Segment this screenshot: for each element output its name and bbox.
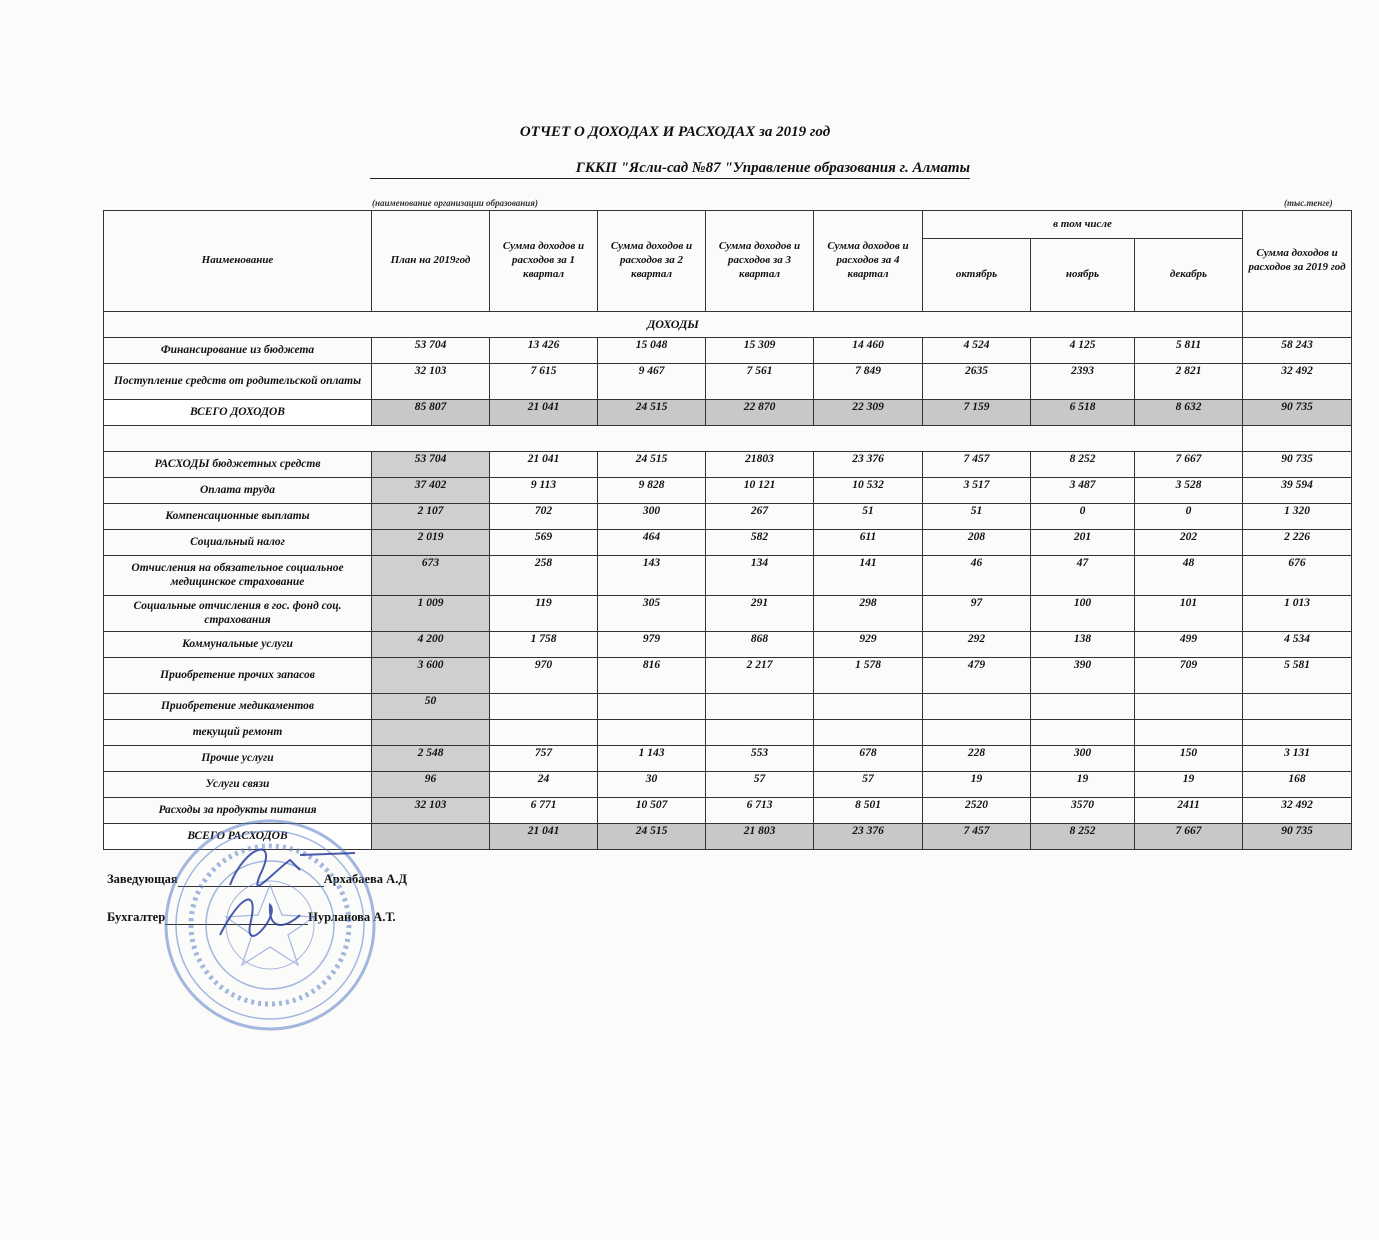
header-name: Наименование bbox=[104, 211, 372, 312]
income-total-row bbox=[104, 400, 1352, 426]
cell-year: 90 735 bbox=[1243, 452, 1352, 478]
cell-november: 300 bbox=[1031, 746, 1135, 772]
cell-q1: 757 bbox=[490, 746, 598, 772]
cell-q4: 141 bbox=[814, 556, 923, 596]
cell-december bbox=[1135, 720, 1243, 746]
cell-q3 bbox=[706, 694, 814, 720]
expense-row bbox=[104, 478, 1352, 504]
row-name: Социальный налог bbox=[104, 530, 372, 556]
cell-q3: 134 bbox=[706, 556, 814, 596]
units-label: (тыс.тенге) bbox=[1284, 198, 1333, 208]
cell-october: 7 457 bbox=[923, 824, 1031, 850]
cell-q2: 143 bbox=[598, 556, 706, 596]
cell-q1: 21 041 bbox=[490, 824, 598, 850]
row-name: Финансирование из бюджета bbox=[104, 338, 372, 364]
cell-year: 90 735 bbox=[1243, 824, 1352, 850]
cell-q3: 553 bbox=[706, 746, 814, 772]
cell-october: 2635 bbox=[923, 364, 1031, 400]
cell-q3: 7 561 bbox=[706, 364, 814, 400]
cell-q1: 258 bbox=[490, 556, 598, 596]
income-row bbox=[104, 364, 1352, 400]
cell-october: 2520 bbox=[923, 798, 1031, 824]
cell-november bbox=[1031, 694, 1135, 720]
cell-october bbox=[923, 720, 1031, 746]
cell-plan: 2 548 bbox=[372, 746, 490, 772]
cell-year: 2 226 bbox=[1243, 530, 1352, 556]
cell-december: 48 bbox=[1135, 556, 1243, 596]
organization-stamp bbox=[150, 815, 390, 1035]
cell-q2: 30 bbox=[598, 772, 706, 798]
cell-q1: 21 041 bbox=[490, 400, 598, 426]
cell-plan: 4 200 bbox=[372, 632, 490, 658]
cell-october: 19 bbox=[923, 772, 1031, 798]
income-row bbox=[104, 338, 1352, 364]
cell-q4: 1 578 bbox=[814, 658, 923, 694]
cell-q2: 464 bbox=[598, 530, 706, 556]
cell-plan: 2 107 bbox=[372, 504, 490, 530]
cell-october: 228 bbox=[923, 746, 1031, 772]
cell-year: 39 594 bbox=[1243, 478, 1352, 504]
cell-year: 676 bbox=[1243, 556, 1352, 596]
cell-plan: 32 103 bbox=[372, 798, 490, 824]
cell-december: 709 bbox=[1135, 658, 1243, 694]
row-name: Компенсационные выплаты bbox=[104, 504, 372, 530]
header-q2: Сумма доходов и расходов за 2 квартал bbox=[598, 211, 706, 312]
organization-caption: (наименование организации образования) bbox=[372, 198, 538, 208]
expense-row bbox=[104, 596, 1352, 632]
cell-november: 47 bbox=[1031, 556, 1135, 596]
cell-q4: 57 bbox=[814, 772, 923, 798]
header-year: Сумма доходов и расходов за 2019 год bbox=[1243, 211, 1352, 312]
cell-q2: 816 bbox=[598, 658, 706, 694]
cell-q1: 970 bbox=[490, 658, 598, 694]
row-name: Социальные отчисления в гос. фонд соц. страхования bbox=[104, 596, 372, 632]
cell-q1: 569 bbox=[490, 530, 598, 556]
cell-q3: 291 bbox=[706, 596, 814, 632]
cell-q4: 51 bbox=[814, 504, 923, 530]
cell-year bbox=[1243, 694, 1352, 720]
cell-october: 7 159 bbox=[923, 400, 1031, 426]
cell-q2: 9 828 bbox=[598, 478, 706, 504]
cell-october: 51 bbox=[923, 504, 1031, 530]
cell-october bbox=[923, 694, 1031, 720]
cell-q2: 9 467 bbox=[598, 364, 706, 400]
cell-year: 32 492 bbox=[1243, 364, 1352, 400]
cell-q1: 119 bbox=[490, 596, 598, 632]
cell-q3: 267 bbox=[706, 504, 814, 530]
row-name: ВСЕГО РАСХОДОВ bbox=[104, 824, 372, 850]
cell-q4: 611 bbox=[814, 530, 923, 556]
cell-q3: 22 870 bbox=[706, 400, 814, 426]
cell-q1: 7 615 bbox=[490, 364, 598, 400]
cell-q3 bbox=[706, 720, 814, 746]
cell-q2: 300 bbox=[598, 504, 706, 530]
cell-q4: 23 376 bbox=[814, 824, 923, 850]
header-december: декабрь bbox=[1135, 239, 1243, 312]
cell-plan: 53 704 bbox=[372, 452, 490, 478]
cell-october: 292 bbox=[923, 632, 1031, 658]
accountant-title: Бухгалтер bbox=[107, 910, 166, 924]
cell-q1: 702 bbox=[490, 504, 598, 530]
cell-november: 0 bbox=[1031, 504, 1135, 530]
cell-q4: 929 bbox=[814, 632, 923, 658]
header-plan: План на 2019год bbox=[372, 211, 490, 312]
cell-q1 bbox=[490, 720, 598, 746]
spacer-row bbox=[104, 426, 1352, 452]
cell-q2 bbox=[598, 694, 706, 720]
cell-q2: 305 bbox=[598, 596, 706, 632]
cell-q4 bbox=[814, 694, 923, 720]
expense-row bbox=[104, 720, 1352, 746]
cell-q4: 7 849 bbox=[814, 364, 923, 400]
expense-row bbox=[104, 504, 1352, 530]
cell-q3: 868 bbox=[706, 632, 814, 658]
cell-plan: 1 009 bbox=[372, 596, 490, 632]
row-name: текущий ремонт bbox=[104, 720, 372, 746]
cell-plan: 96 bbox=[372, 772, 490, 798]
cell-december: 7 667 bbox=[1135, 452, 1243, 478]
cell-q3: 15 309 bbox=[706, 338, 814, 364]
header-october: октябрь bbox=[923, 239, 1031, 312]
header-q4: Сумма доходов и расходов за 4 квартал bbox=[814, 211, 923, 312]
cell-year: 3 131 bbox=[1243, 746, 1352, 772]
cell-year bbox=[1243, 720, 1352, 746]
cell-november: 4 125 bbox=[1031, 338, 1135, 364]
organization-name: ГККП "Ясли-сад №87 "Управление образования г. Алматы bbox=[370, 160, 970, 179]
cell-plan: 673 bbox=[372, 556, 490, 596]
cell-plan: 3 600 bbox=[372, 658, 490, 694]
cell-december: 3 528 bbox=[1135, 478, 1243, 504]
cell-november: 390 bbox=[1031, 658, 1135, 694]
cell-plan: 85 807 bbox=[372, 400, 490, 426]
cell-plan: 50 bbox=[372, 694, 490, 720]
head-name: Архабаева А.Д bbox=[323, 872, 407, 886]
cell-year: 90 735 bbox=[1243, 400, 1352, 426]
cell-q2: 15 048 bbox=[598, 338, 706, 364]
header-including: в том числе bbox=[923, 211, 1243, 239]
cell-plan bbox=[372, 720, 490, 746]
cell-november: 19 bbox=[1031, 772, 1135, 798]
cell-plan: 32 103 bbox=[372, 364, 490, 400]
report-table bbox=[103, 210, 1352, 850]
cell-q2: 24 515 bbox=[598, 824, 706, 850]
cell-october: 3 517 bbox=[923, 478, 1031, 504]
head-title: Заведующая bbox=[107, 872, 178, 886]
expense-row bbox=[104, 746, 1352, 772]
expense-row bbox=[104, 530, 1352, 556]
cell-october: 479 bbox=[923, 658, 1031, 694]
row-name: Прочие услуги bbox=[104, 746, 372, 772]
row-name: Оплата труда bbox=[104, 478, 372, 504]
cell-plan: 53 704 bbox=[372, 338, 490, 364]
cell-october: 7 457 bbox=[923, 452, 1031, 478]
cell-q4: 8 501 bbox=[814, 798, 923, 824]
cell-december: 150 bbox=[1135, 746, 1243, 772]
row-name: ВСЕГО ДОХОДОВ bbox=[104, 400, 372, 426]
row-name: Приобретение прочих запасов bbox=[104, 658, 372, 694]
cell-q2: 1 143 bbox=[598, 746, 706, 772]
cell-october: 97 bbox=[923, 596, 1031, 632]
cell-november bbox=[1031, 720, 1135, 746]
expense-row bbox=[104, 658, 1352, 694]
cell-december bbox=[1135, 694, 1243, 720]
cell-year: 4 534 bbox=[1243, 632, 1352, 658]
cell-q3: 21803 bbox=[706, 452, 814, 478]
cell-q1: 1 758 bbox=[490, 632, 598, 658]
cell-november: 6 518 bbox=[1031, 400, 1135, 426]
row-name: Отчисления на обязательное социальное медицинское страхование bbox=[104, 556, 372, 596]
cell-q4: 22 309 bbox=[814, 400, 923, 426]
cell-q3: 2 217 bbox=[706, 658, 814, 694]
cell-year: 1 320 bbox=[1243, 504, 1352, 530]
cell-november: 2393 bbox=[1031, 364, 1135, 400]
cell-q3: 582 bbox=[706, 530, 814, 556]
cell-year: 58 243 bbox=[1243, 338, 1352, 364]
cell-q4: 298 bbox=[814, 596, 923, 632]
row-name: Расходы за продукты питания bbox=[104, 798, 372, 824]
header-q1: Сумма доходов и расходов за 1 квартал bbox=[490, 211, 598, 312]
cell-plan: 37 402 bbox=[372, 478, 490, 504]
cell-q2: 24 515 bbox=[598, 400, 706, 426]
row-name: Коммунальные услуги bbox=[104, 632, 372, 658]
cell-october: 4 524 bbox=[923, 338, 1031, 364]
cell-november: 3 487 bbox=[1031, 478, 1135, 504]
cell-q1: 24 bbox=[490, 772, 598, 798]
cell-november: 8 252 bbox=[1031, 452, 1135, 478]
cell-q2: 10 507 bbox=[598, 798, 706, 824]
cell-december: 101 bbox=[1135, 596, 1243, 632]
cell-december: 202 bbox=[1135, 530, 1243, 556]
cell-year: 168 bbox=[1243, 772, 1352, 798]
cell-november: 3570 bbox=[1031, 798, 1135, 824]
row-name: РАСХОДЫ бюджетных средств bbox=[104, 452, 372, 478]
header-november: ноябрь bbox=[1031, 239, 1135, 312]
cell-q1: 13 426 bbox=[490, 338, 598, 364]
cell-q4: 678 bbox=[814, 746, 923, 772]
income-section-label: ДОХОДЫ bbox=[104, 312, 1243, 338]
cell-december: 2 821 bbox=[1135, 364, 1243, 400]
cell-year: 32 492 bbox=[1243, 798, 1352, 824]
expense-row bbox=[104, 694, 1352, 720]
cell-q1: 6 771 bbox=[490, 798, 598, 824]
cell-november: 8 252 bbox=[1031, 824, 1135, 850]
row-name: Поступление средств от родительской оплаты bbox=[104, 364, 372, 400]
row-name: Приобретение медикаментов bbox=[104, 694, 372, 720]
cell-q1: 9 113 bbox=[490, 478, 598, 504]
row-name: Услуги связи bbox=[104, 772, 372, 798]
cell-q3: 10 121 bbox=[706, 478, 814, 504]
income-section-row bbox=[104, 312, 1352, 338]
cell-q2: 24 515 bbox=[598, 452, 706, 478]
accountant-name: Нурланова А.Т. bbox=[308, 910, 396, 924]
report-title: ОТЧЕТ О ДОХОДАХ И РАСХОДАХ за 2019 год bbox=[519, 124, 831, 140]
cell-q4: 14 460 bbox=[814, 338, 923, 364]
cell-november: 100 bbox=[1031, 596, 1135, 632]
cell-q4 bbox=[814, 720, 923, 746]
cell-december: 499 bbox=[1135, 632, 1243, 658]
expense-row bbox=[104, 452, 1352, 478]
cell-q4: 23 376 bbox=[814, 452, 923, 478]
expense-row bbox=[104, 556, 1352, 596]
expense-row bbox=[104, 632, 1352, 658]
cell-october: 46 bbox=[923, 556, 1031, 596]
cell-q2 bbox=[598, 720, 706, 746]
cell-december: 7 667 bbox=[1135, 824, 1243, 850]
cell-q1: 21 041 bbox=[490, 452, 598, 478]
cell-year: 5 581 bbox=[1243, 658, 1352, 694]
expense-row bbox=[104, 772, 1352, 798]
cell-q3: 21 803 bbox=[706, 824, 814, 850]
cell-december: 19 bbox=[1135, 772, 1243, 798]
cell-october: 208 bbox=[923, 530, 1031, 556]
cell-plan: 2 019 bbox=[372, 530, 490, 556]
header-q3: Сумма доходов и расходов за 3 квартал bbox=[706, 211, 814, 312]
cell-year: 1 013 bbox=[1243, 596, 1352, 632]
cell-december: 2411 bbox=[1135, 798, 1243, 824]
cell-november: 201 bbox=[1031, 530, 1135, 556]
cell-december: 0 bbox=[1135, 504, 1243, 530]
cell-december: 5 811 bbox=[1135, 338, 1243, 364]
cell-q3: 6 713 bbox=[706, 798, 814, 824]
cell-q1 bbox=[490, 694, 598, 720]
cell-december: 8 632 bbox=[1135, 400, 1243, 426]
cell-q3: 57 bbox=[706, 772, 814, 798]
cell-q2: 979 bbox=[598, 632, 706, 658]
cell-q4: 10 532 bbox=[814, 478, 923, 504]
cell-november: 138 bbox=[1031, 632, 1135, 658]
